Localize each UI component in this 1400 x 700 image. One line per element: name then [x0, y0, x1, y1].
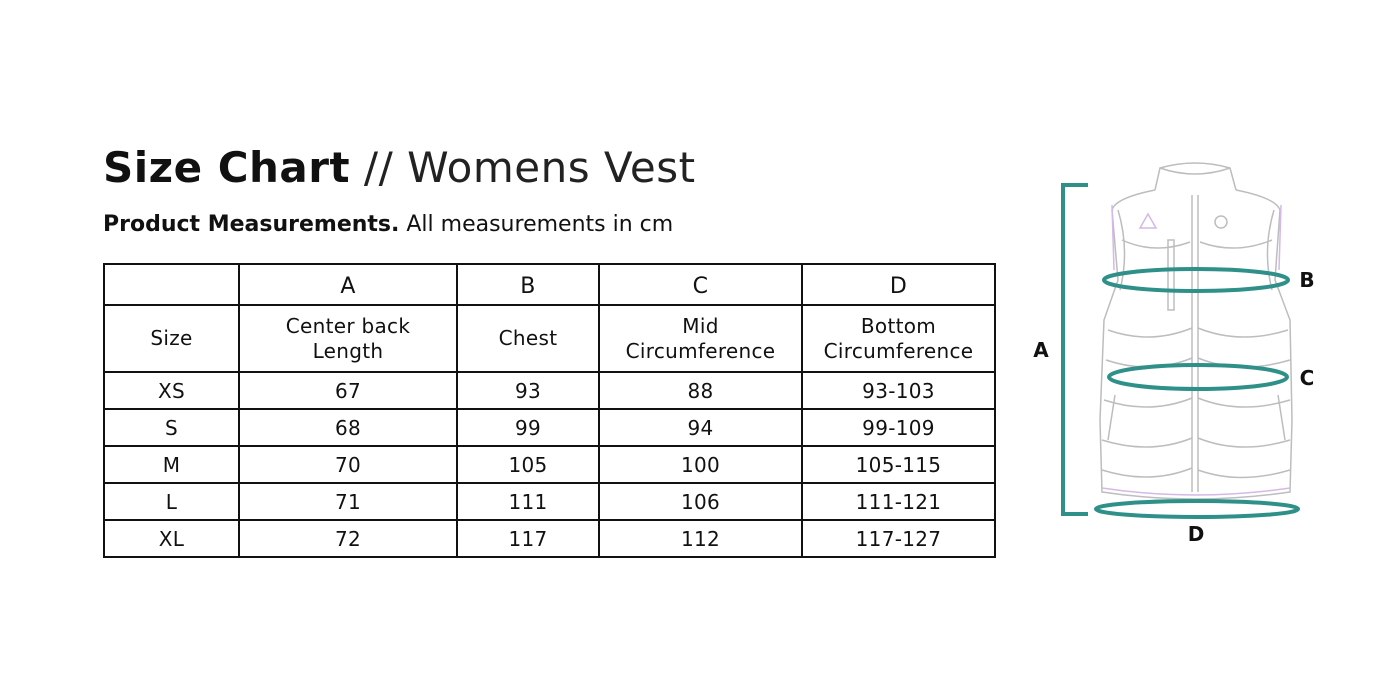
label-a: A — [1033, 338, 1049, 362]
letter-cell: A — [239, 264, 457, 305]
table-cell: 88 — [599, 372, 802, 409]
table-cell: 117 — [457, 520, 599, 557]
table-row — [104, 520, 995, 557]
bottom-ring-d — [1096, 501, 1298, 517]
table-cell: 72 — [239, 520, 457, 557]
size-chart-table — [103, 263, 996, 558]
vest-outline-illustration — [1100, 163, 1292, 499]
table-cell: 68 — [239, 409, 457, 446]
header-line: Center back — [285, 313, 411, 338]
header-line: Length — [312, 338, 384, 363]
header-line: Bottom — [860, 313, 937, 338]
header-line: Circumference — [625, 338, 776, 363]
vest-measurement-diagram — [1020, 150, 1340, 560]
table-cell: 70 — [239, 446, 457, 483]
table-row — [104, 409, 995, 446]
column-header — [104, 305, 239, 372]
column-header — [457, 305, 599, 372]
page-title — [103, 140, 696, 196]
table-cell: 100 — [599, 446, 802, 483]
table-cell: 99 — [457, 409, 599, 446]
table-cell: 67 — [239, 372, 457, 409]
table-cell: 105 — [457, 446, 599, 483]
table-cell: 105-115 — [802, 446, 995, 483]
table-row — [104, 483, 995, 520]
measurement-letter-row — [104, 264, 995, 305]
table-cell: 99-109 — [802, 409, 995, 446]
table-row — [104, 446, 995, 483]
label-d: D — [1187, 522, 1205, 546]
table-cell: 71 — [239, 483, 457, 520]
table-cell: L — [104, 483, 239, 520]
table-cell: 93-103 — [802, 372, 995, 409]
letter-cell: C — [599, 264, 802, 305]
length-bracket-a — [1063, 185, 1088, 514]
table-cell: XS — [104, 372, 239, 409]
table-cell: S — [104, 409, 239, 446]
chest-ring-b — [1104, 269, 1288, 291]
table-cell: 106 — [599, 483, 802, 520]
table-cell: 111 — [457, 483, 599, 520]
table-cell: 94 — [599, 409, 802, 446]
title-bold: Size Chart — [103, 143, 351, 192]
table-cell: 111-121 — [802, 483, 995, 520]
title-rest: // Womens Vest — [350, 143, 696, 192]
table-cell: 117-127 — [802, 520, 995, 557]
table-cell: M — [104, 446, 239, 483]
header-line: Mid — [682, 313, 719, 338]
subtitle-bold: Product Measurements. — [103, 212, 400, 237]
letter-cell: B — [457, 264, 599, 305]
table-row — [104, 372, 995, 409]
column-header — [599, 305, 802, 372]
header-line: Size — [150, 326, 193, 350]
header-line: Circumference — [823, 338, 974, 363]
letter-cell — [104, 264, 239, 305]
letter-cell: D — [802, 264, 995, 305]
column-header — [239, 305, 457, 372]
page-subtitle — [103, 210, 673, 240]
column-header — [802, 305, 995, 372]
table-cell: 112 — [599, 520, 802, 557]
table-cell: 93 — [457, 372, 599, 409]
subtitle-rest: All measurements in cm — [399, 212, 674, 237]
vest-trim — [1102, 205, 1290, 495]
label-c: C — [1299, 366, 1315, 390]
label-b: B — [1299, 268, 1315, 292]
column-header-row — [104, 305, 995, 372]
header-line: Chest — [498, 326, 558, 350]
table-cell: XL — [104, 520, 239, 557]
